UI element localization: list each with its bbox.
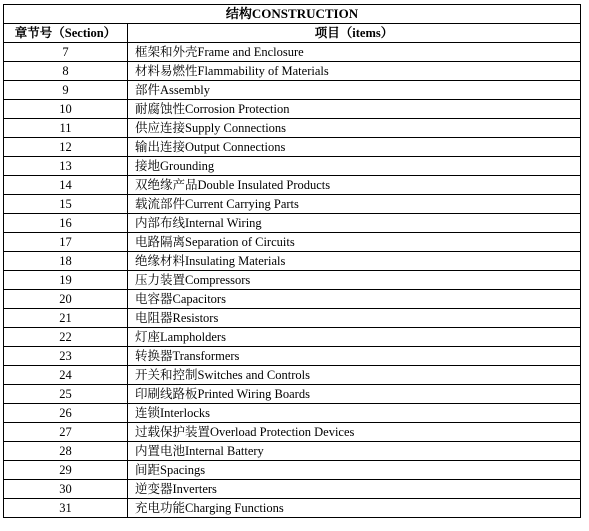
column-header-items: 项目（items） — [128, 24, 581, 43]
column-header-section: 章节号（Section） — [4, 24, 128, 43]
item-name: 耐腐蚀性Corrosion Protection — [128, 100, 581, 119]
table-row — [4, 290, 581, 309]
section-number: 18 — [4, 252, 128, 271]
item-name: 材料易燃性Flammability of Materials — [128, 62, 581, 81]
item-name: 逆变器Inverters — [128, 480, 581, 499]
section-number: 24 — [4, 366, 128, 385]
item-name: 电路隔离Separation of Circuits — [128, 233, 581, 252]
section-number: 28 — [4, 442, 128, 461]
table-title-row — [4, 5, 581, 24]
table-row — [4, 480, 581, 499]
item-name: 灯座Lampholders — [128, 328, 581, 347]
item-name: 连锁Interlocks — [128, 404, 581, 423]
item-name: 过载保护装置Overload Protection Devices — [128, 423, 581, 442]
item-name: 充电功能Charging Functions — [128, 499, 581, 518]
table-row — [4, 195, 581, 214]
section-number: 29 — [4, 461, 128, 480]
item-name: 框架和外壳Frame and Enclosure — [128, 43, 581, 62]
section-number: 25 — [4, 385, 128, 404]
table-row — [4, 176, 581, 195]
item-name: 内置电池Internal Battery — [128, 442, 581, 461]
table-row — [4, 461, 581, 480]
table-header-row — [4, 24, 581, 43]
table-row — [4, 252, 581, 271]
section-number: 19 — [4, 271, 128, 290]
item-name: 电容器Capacitors — [128, 290, 581, 309]
item-name: 印刷线路板Printed Wiring Boards — [128, 385, 581, 404]
section-number: 7 — [4, 43, 128, 62]
table-row — [4, 499, 581, 518]
table-row — [4, 309, 581, 328]
section-number: 16 — [4, 214, 128, 233]
item-name: 双绝缘产品Double Insulated Products — [128, 176, 581, 195]
section-number: 27 — [4, 423, 128, 442]
table-row — [4, 214, 581, 233]
section-number: 9 — [4, 81, 128, 100]
table-title: 结构CONSTRUCTION — [4, 5, 581, 24]
item-name: 绝缘材料Insulating Materials — [128, 252, 581, 271]
section-number: 20 — [4, 290, 128, 309]
item-name: 部件Assembly — [128, 81, 581, 100]
table-row — [4, 119, 581, 138]
section-number: 21 — [4, 309, 128, 328]
section-number: 12 — [4, 138, 128, 157]
section-number: 14 — [4, 176, 128, 195]
item-name: 供应连接Supply Connections — [128, 119, 581, 138]
construction-table-container — [3, 4, 581, 518]
item-name: 开关和控制Switches and Controls — [128, 366, 581, 385]
table-row — [4, 233, 581, 252]
table-row — [4, 271, 581, 290]
section-number: 8 — [4, 62, 128, 81]
table-row — [4, 385, 581, 404]
section-number: 13 — [4, 157, 128, 176]
section-number: 15 — [4, 195, 128, 214]
table-row — [4, 43, 581, 62]
item-name: 压力装置Compressors — [128, 271, 581, 290]
item-name: 输出连接Output Connections — [128, 138, 581, 157]
table-row — [4, 100, 581, 119]
section-number: 23 — [4, 347, 128, 366]
construction-table — [3, 4, 581, 518]
table-row — [4, 347, 581, 366]
section-number: 10 — [4, 100, 128, 119]
section-number: 31 — [4, 499, 128, 518]
table-row — [4, 404, 581, 423]
section-number: 30 — [4, 480, 128, 499]
table-row — [4, 81, 581, 100]
section-number: 11 — [4, 119, 128, 138]
table-row — [4, 62, 581, 81]
item-name: 内部布线Internal Wiring — [128, 214, 581, 233]
table-row — [4, 423, 581, 442]
item-name: 电阻器Resistors — [128, 309, 581, 328]
item-name: 载流部件Current Carrying Parts — [128, 195, 581, 214]
table-row — [4, 328, 581, 347]
item-name: 接地Grounding — [128, 157, 581, 176]
item-name: 转换器Transformers — [128, 347, 581, 366]
section-number: 17 — [4, 233, 128, 252]
section-number: 26 — [4, 404, 128, 423]
table-row — [4, 157, 581, 176]
table-row — [4, 138, 581, 157]
table-row — [4, 442, 581, 461]
section-number: 22 — [4, 328, 128, 347]
table-body — [4, 43, 581, 518]
table-row — [4, 366, 581, 385]
item-name: 间距Spacings — [128, 461, 581, 480]
